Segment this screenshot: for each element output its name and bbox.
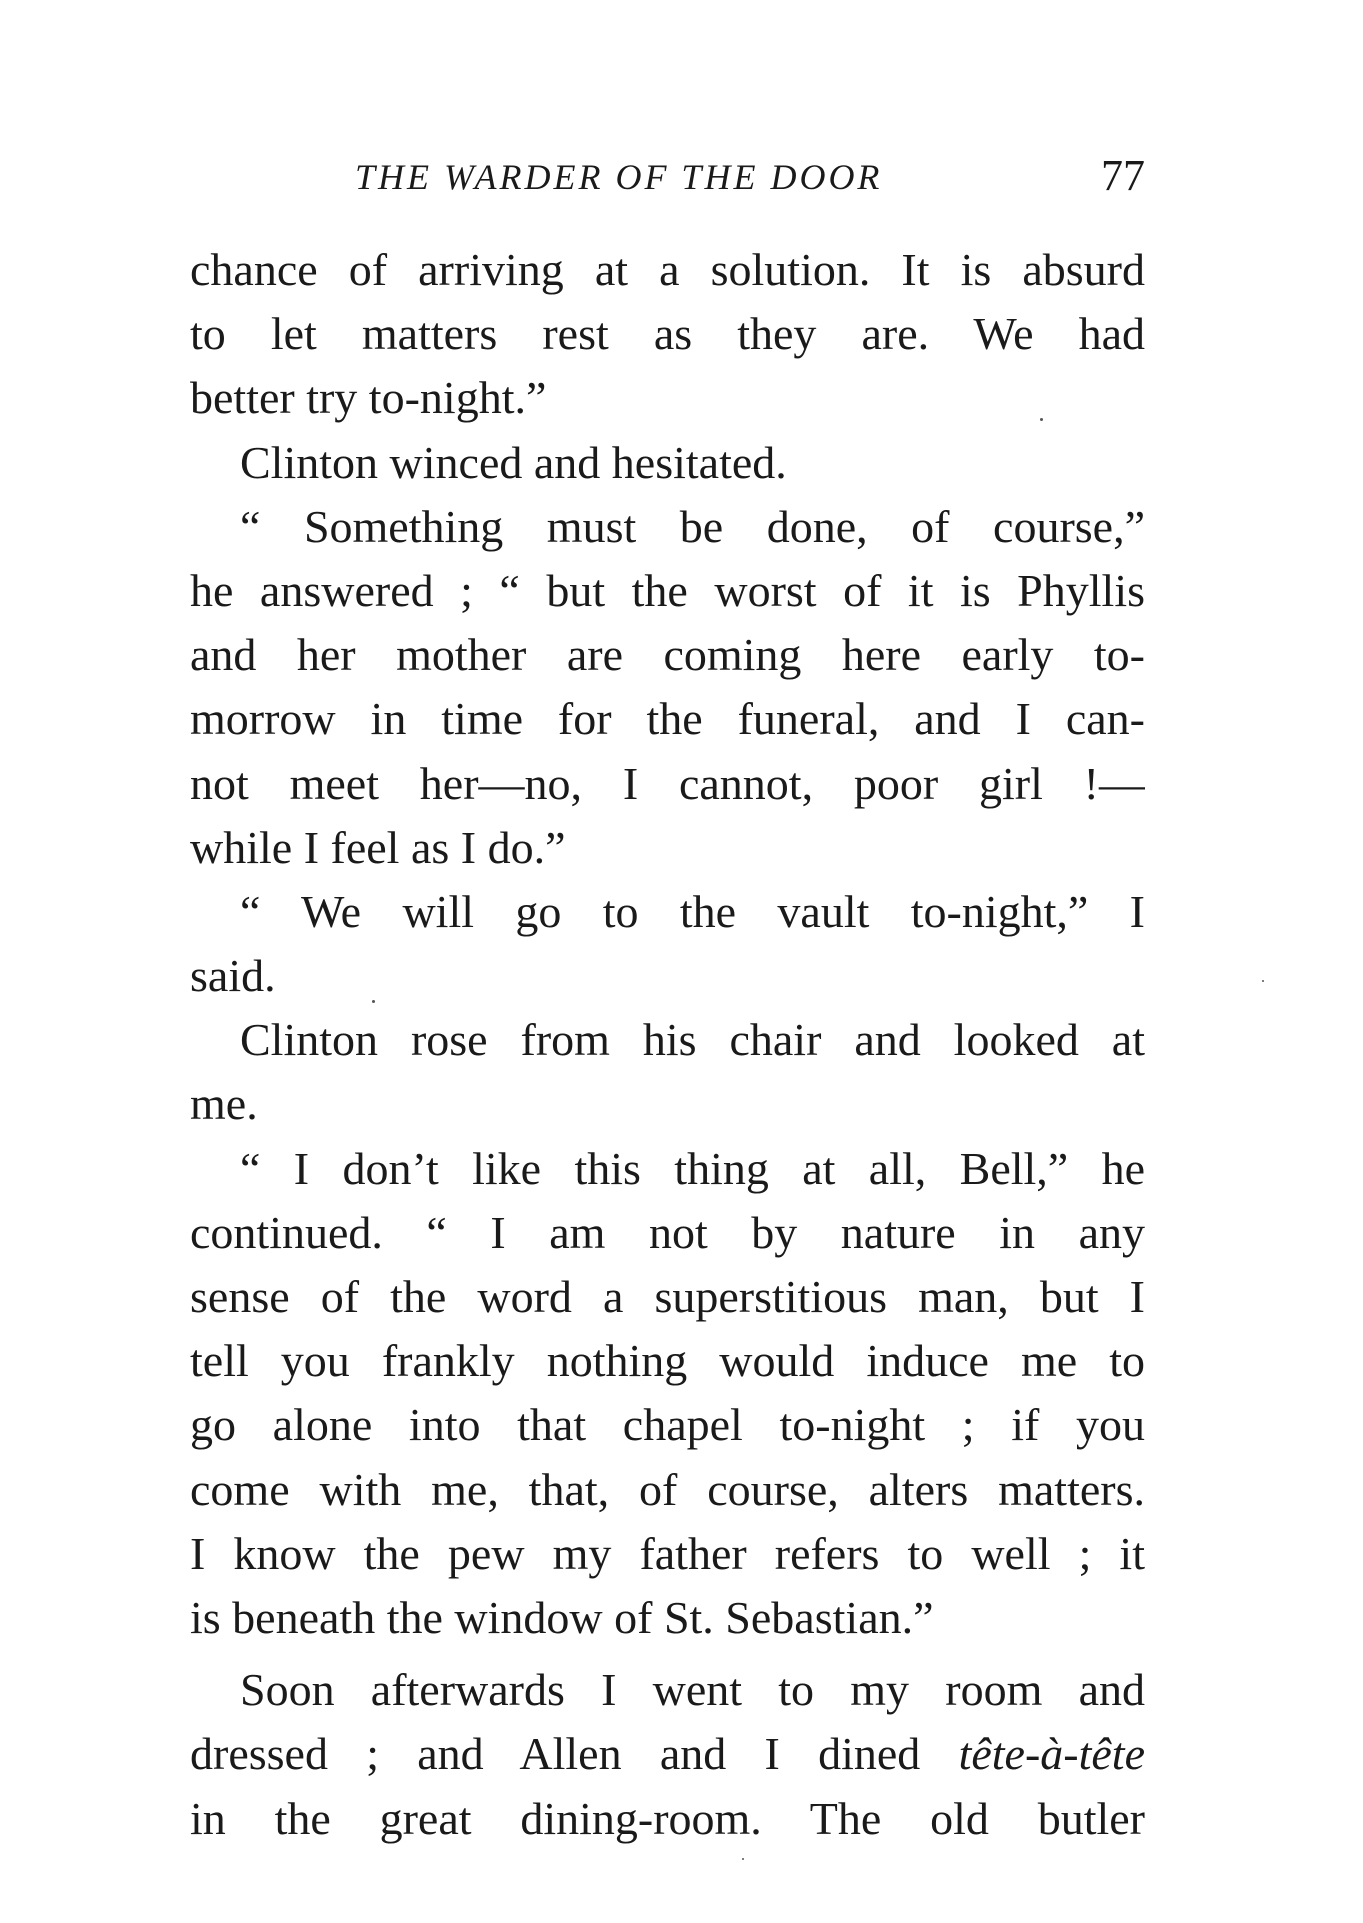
text-line: is beneath the window of St. Sebastian.” <box>190 1591 934 1643</box>
paper-speck <box>1262 980 1264 982</box>
text-line: me. <box>190 1078 258 1130</box>
paper-speck <box>1040 418 1043 421</box>
text-line: and her mother are coming here early to- <box>190 629 1145 681</box>
text-line: sense of the word a superstitious man, but I <box>190 1271 1145 1322</box>
text-line: while I feel as I do.” <box>190 821 566 873</box>
page-header <box>190 148 1145 208</box>
text-line: in the great dining-room. The old butler <box>190 1792 1145 1844</box>
text-line: better try to-night.” <box>190 372 547 424</box>
text-line: morrow in time for the funeral, and I can- <box>190 693 1145 745</box>
text-line: go alone into that chapel to-night ; if you <box>190 1399 1145 1451</box>
text-line: “ We will go to the vault to-night,” I <box>240 885 1145 937</box>
running-title: THE WARDER OF THE DOOR <box>355 157 883 197</box>
text-line: Clinton winced and hesitated. <box>240 436 787 488</box>
body-text <box>190 238 1145 1851</box>
text-line: chance of arriving at a solution. It is absurd <box>190 244 1145 295</box>
text-line: not meet her—no, I cannot, poor girl !— <box>190 757 1145 809</box>
text-line: continued. “ I am not by nature in any <box>190 1206 1145 1258</box>
text-line: he answered ; “ but the worst of it is Phyllis <box>190 564 1145 616</box>
paper-speck <box>372 1000 375 1003</box>
text-line: tell you frankly nothing would induce me to <box>190 1335 1145 1387</box>
text-line: said. <box>190 950 276 1002</box>
text-run: dressed ; and Allen and I dined <box>190 1728 959 1780</box>
paper-speck <box>742 1858 744 1860</box>
text-line: “ Something must be done, of course,” <box>240 500 1145 552</box>
text-line: to let matters rest as they are. We had <box>190 308 1145 360</box>
italic-phrase: tête-à-tête <box>958 1728 1145 1780</box>
text-line: Clinton rose from his chair and looked at <box>240 1014 1145 1066</box>
text-line: Soon afterwards I went to my room and <box>240 1664 1145 1716</box>
page-number: 77 <box>1101 151 1145 200</box>
text-line <box>190 1722 1145 1786</box>
text-line: come with me, that, of course, alters matters. <box>190 1463 1145 1515</box>
text-line: “ I don’t like this thing at all, Bell,” he <box>240 1142 1145 1194</box>
text-line: I know the pew my father refers to well ; it <box>190 1527 1145 1579</box>
